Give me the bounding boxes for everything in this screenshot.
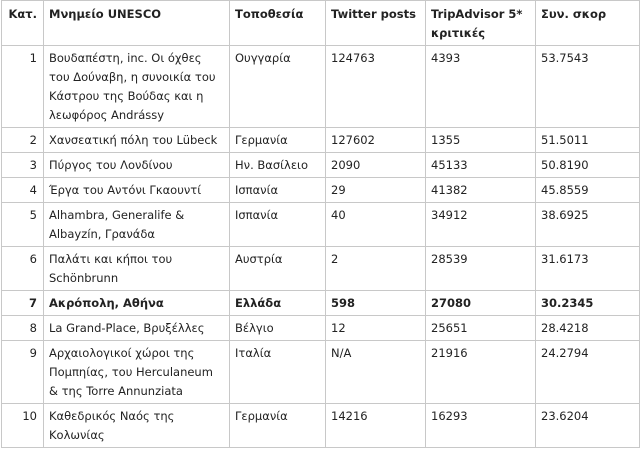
cell-location: Ισπανία xyxy=(230,178,326,203)
cell-twitter: 127602 xyxy=(326,128,426,153)
header-twitter: Twitter posts xyxy=(326,1,426,46)
cell-score: 50.8190 xyxy=(536,153,640,178)
cell-twitter: 14216 xyxy=(326,404,426,448)
header-location: Τοποθεσία xyxy=(230,1,326,46)
cell-tripadvisor: 25651 xyxy=(426,316,536,341)
table-row xyxy=(2,404,640,448)
cell-location: Ισπανία xyxy=(230,203,326,247)
cell-site: Βουδαπέστη, inc. Οι όχθες του Δούναβη, η συνοικία του Κάστρου της Βούδας και η λεωφόρος Andrássy xyxy=(44,46,230,128)
cell-rank: 4 xyxy=(2,178,44,203)
cell-location: Ιταλία xyxy=(230,341,326,404)
cell-site: Παλάτι και κήποι του Schönbrunn xyxy=(44,247,230,291)
cell-rank: 6 xyxy=(2,247,44,291)
cell-score: 23.6204 xyxy=(536,404,640,448)
cell-rank: 3 xyxy=(2,153,44,178)
cell-location: Ελλάδα xyxy=(230,291,326,316)
cell-location: Γερμανία xyxy=(230,404,326,448)
cell-tripadvisor: 21916 xyxy=(426,341,536,404)
cell-site: Έργα του Αντόνι Γκαουντί xyxy=(44,178,230,203)
cell-twitter: N/A xyxy=(326,341,426,404)
cell-location: Ουγγαρία xyxy=(230,46,326,128)
cell-score: 31.6173 xyxy=(536,247,640,291)
cell-site: La Grand-Place, Βρυξέλλες xyxy=(44,316,230,341)
cell-rank: 5 xyxy=(2,203,44,247)
header-score: Συν. σκορ xyxy=(536,1,640,46)
cell-twitter: 12 xyxy=(326,316,426,341)
cell-location: Αυστρία xyxy=(230,247,326,291)
cell-location: Γερμανία xyxy=(230,128,326,153)
cell-rank: 1 xyxy=(2,46,44,128)
cell-site: Πύργος του Λονδίνου xyxy=(44,153,230,178)
table-row xyxy=(2,153,640,178)
cell-twitter: 2090 xyxy=(326,153,426,178)
cell-tripadvisor: 34912 xyxy=(426,203,536,247)
cell-score: 30.2345 xyxy=(536,291,640,316)
cell-location: Ην. Βασίλειο xyxy=(230,153,326,178)
cell-twitter: 124763 xyxy=(326,46,426,128)
cell-site: Alhambra, Generalife & Albayzín, Γρανάδα xyxy=(44,203,230,247)
cell-score: 45.8559 xyxy=(536,178,640,203)
table-row xyxy=(2,46,640,128)
header-site: Μνημείο UNESCO xyxy=(44,1,230,46)
cell-site: Χανσεατική πόλη του Lübeck xyxy=(44,128,230,153)
table-row xyxy=(2,203,640,247)
table-row-highlighted xyxy=(2,291,640,316)
table-row xyxy=(2,247,640,291)
table-row xyxy=(2,128,640,153)
cell-rank: 10 xyxy=(2,404,44,448)
cell-score: 28.4218 xyxy=(536,316,640,341)
cell-tripadvisor: 16293 xyxy=(426,404,536,448)
cell-tripadvisor: 28539 xyxy=(426,247,536,291)
header-rank: Κατ. xyxy=(2,1,44,46)
cell-rank: 9 xyxy=(2,341,44,404)
cell-tripadvisor: 27080 xyxy=(426,291,536,316)
cell-rank: 2 xyxy=(2,128,44,153)
cell-score: 24.2794 xyxy=(536,341,640,404)
cell-site: Καθεδρικός Ναός της Κολωνίας xyxy=(44,404,230,448)
header-tripadvisor: TripAdvisor 5* κριτικές xyxy=(426,1,536,46)
cell-twitter: 598 xyxy=(326,291,426,316)
unesco-ranking-table xyxy=(1,0,640,448)
cell-rank: 8 xyxy=(2,316,44,341)
cell-twitter: 2 xyxy=(326,247,426,291)
table-row xyxy=(2,178,640,203)
cell-tripadvisor: 41382 xyxy=(426,178,536,203)
cell-tripadvisor: 1355 xyxy=(426,128,536,153)
cell-score: 53.7543 xyxy=(536,46,640,128)
cell-location: Βέλγιο xyxy=(230,316,326,341)
cell-site: Ακρόπολη, Αθήνα xyxy=(44,291,230,316)
cell-score: 38.6925 xyxy=(536,203,640,247)
table-row xyxy=(2,316,640,341)
cell-twitter: 29 xyxy=(326,178,426,203)
cell-score: 51.5011 xyxy=(536,128,640,153)
cell-site: Αρχαιολογικοί χώροι της Πομπηίας, του Herculaneum & της Torre Annunziata xyxy=(44,341,230,404)
cell-twitter: 40 xyxy=(326,203,426,247)
header-row xyxy=(2,1,640,46)
cell-tripadvisor: 4393 xyxy=(426,46,536,128)
cell-rank: 7 xyxy=(2,291,44,316)
table-row xyxy=(2,341,640,404)
cell-tripadvisor: 45133 xyxy=(426,153,536,178)
